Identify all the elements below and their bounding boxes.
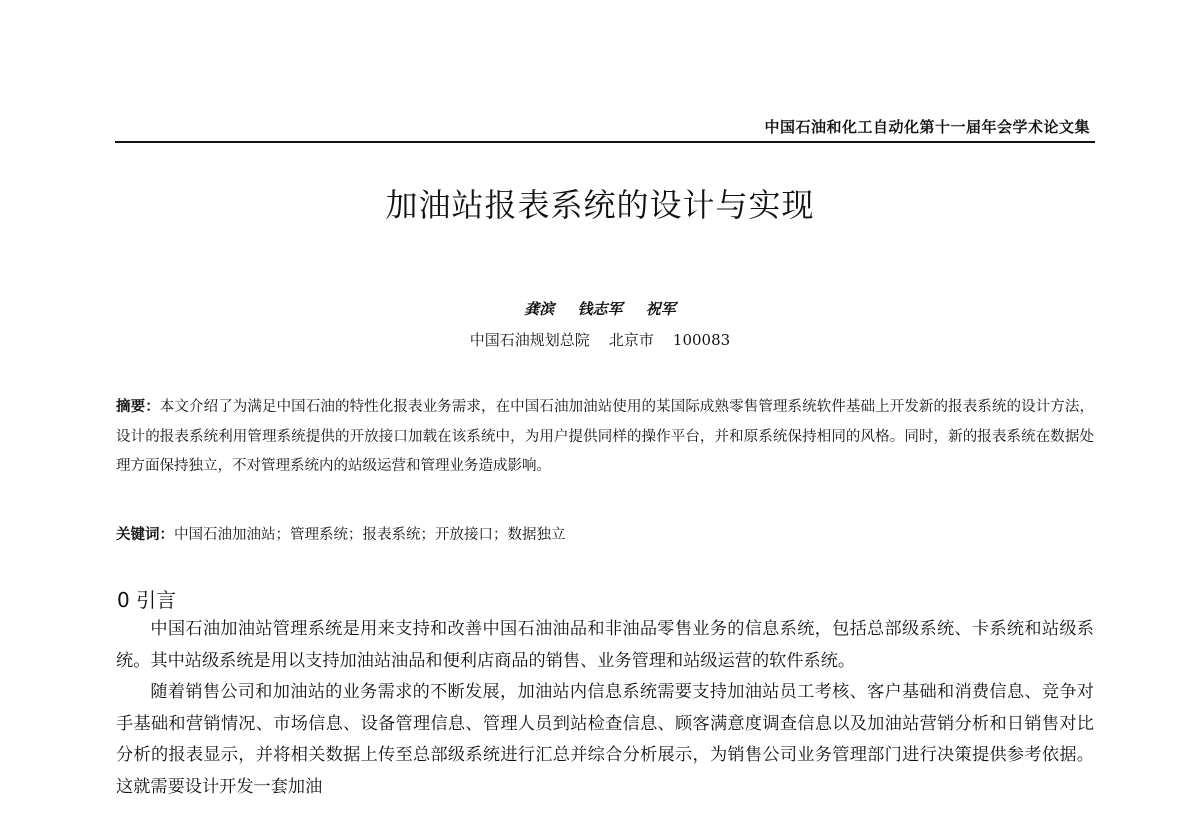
abstract bbox=[116, 392, 1094, 482]
keywords bbox=[116, 522, 1094, 548]
section-heading-introduction: 0 引言 bbox=[117, 588, 177, 612]
author-list: 龚滨 钱志军 祝军 bbox=[524, 300, 676, 318]
body-paragraph: 随着销售公司和加油站的业务需求的不断发展，加油站内信息系统需要支持加油站员工考核、客户基础和消费信息、竞争对手基础和营销情况、市场信息、设备管理信息、管理人员到站检查信息、顾客满意度调查信息以及加油站营销分析和日销售对比分析的报表显示，并将相关数据上传至总部级系统进行汇总并综合分析展示，为销售公司业务管理部门进行决策提供参考依据。这就需要设计开发一套加油 bbox=[116, 682, 1094, 797]
paper-title: 加油站报表系统的设计与实现 bbox=[385, 186, 815, 224]
running-header: 中国石油和化工自动化第十一届年会学术论文集 bbox=[764, 118, 1090, 136]
abstract-text: 本文介绍了为满足中国石油的特性化报表业务需求，在中国石油加油站使用的某国际成熟零售管理系统软件基础上开发新的报表系统的设计方法，设计的报表系统利用管理系统提供的开放接口加载在该系统中，为用户提供同样的操作平台，并和原系统保持相同的风格。同时，新的报表系统在数据处理方面保持独立，不对管理系统内的站级运营和管理业务造成影响。 bbox=[116, 399, 1094, 474]
author-affiliation: 中国石油规划总院 北京市 100083 bbox=[469, 331, 731, 349]
keywords-text: 中国石油加油站；管理系统；报表系统；开放接口；数据独立 bbox=[174, 527, 566, 543]
abstract-label: 摘要： bbox=[116, 398, 160, 415]
section-body bbox=[116, 614, 1094, 803]
body-paragraph: 中国石油加油站管理系统是用来支持和改善中国石油油品和非油品零售业务的信息系统，包括总部级系统、卡系统和站级系统。其中站级系统是用以支持加油站油品和便利店商品的销售、业务管理和站级运营的软件系统。 bbox=[116, 619, 1094, 671]
header-rule bbox=[115, 141, 1095, 143]
keywords-label: 关键词： bbox=[116, 526, 174, 543]
